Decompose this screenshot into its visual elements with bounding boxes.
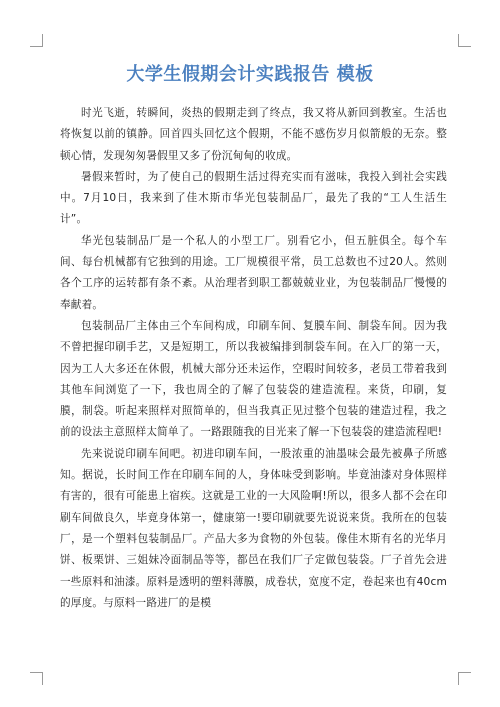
crop-mark-top-left: [30, 34, 43, 47]
crop-mark-bottom-right: [458, 672, 471, 685]
paragraph-2: 暑假来暂时，为了使自己的假期生活过得充实而有滋味，我投入到社会实践中。7月10日，我来到了佳木斯市华光包装制品厂，最先了我的“工人生活生计”。: [60, 170, 447, 226]
document-body: [60, 103, 447, 614]
paragraph-3: 华光包装制品厂是一个私人的小型工厂。别看它小，但五脏俱全。每个车间、每台机械都有它独到的用途。工厂规模很平常，员工总数也不过20人。然则各个工序的运转都有条不紊。从治理者到职工都兢兢业业，为包装制品厂慢慢的奉献着。: [60, 234, 447, 311]
paragraph-4: 包装制品厂主体由三个车间构成，印刷车间、复膜车间、制袋车间。因为我不曾把握印刷手艺，又是短期工，所以我被编排到制袋车间。在入厂的第一天，因为工人大多还在休假，机械大部分还未运作，空暇时间较多，老员工带着我到其他车间浏览了一下，我也周全的了解了包装袋的建造流程。来货，印刷，复膜，制袋。听起来照样对照简单的，但当我真正见过整个包装的建造过程，我之前的设法主意照样太简单了。一路跟随我的目光来了解一下包装袋的建造流程吧!: [60, 319, 447, 439]
paragraph-5: 先来说说印刷车间吧。初进印刷车间，一股浓重的油墨味会最先被鼻子所感知。据说，长时间工作在印刷车间的人，身体味受到影响。毕竟油漆对身体照样有害的，很有可能患上宿疾。这就是工业的一大风险啊!所以，很多人都不会在印刷车间做良久，毕竟身体第一，健康第一!要印刷就要先说说来货。我所在的包装厂，是一个塑料包装制品厂。产品大多为食物的外包装。像佳木斯有名的光华月饼、板栗饼、三姐妹冷面制品等等，都邑在我们厂子定做包装袋。厂子首先会进一些原料和油漆。原料是透明的塑料薄膜，成卷状，宽度不定，卷起来也有40cm的厚度。与原料一路进厂的是模: [60, 447, 447, 609]
paragraph-1: 时光飞逝，转瞬间，炎热的假期走到了终点，我又将从新回到教室。生活也将恢复以前的镇静。回首四头回忆这个假期，不能不感伤岁月似箭般的无奈。整顿心情，发现匆匆暑假里又多了份沉甸甸的收成。: [60, 107, 447, 162]
crop-mark-top-right: [458, 34, 471, 47]
crop-mark-bottom-left: [30, 672, 43, 685]
document-title: 大学生假期会计实践报告 模板: [126, 64, 374, 85]
